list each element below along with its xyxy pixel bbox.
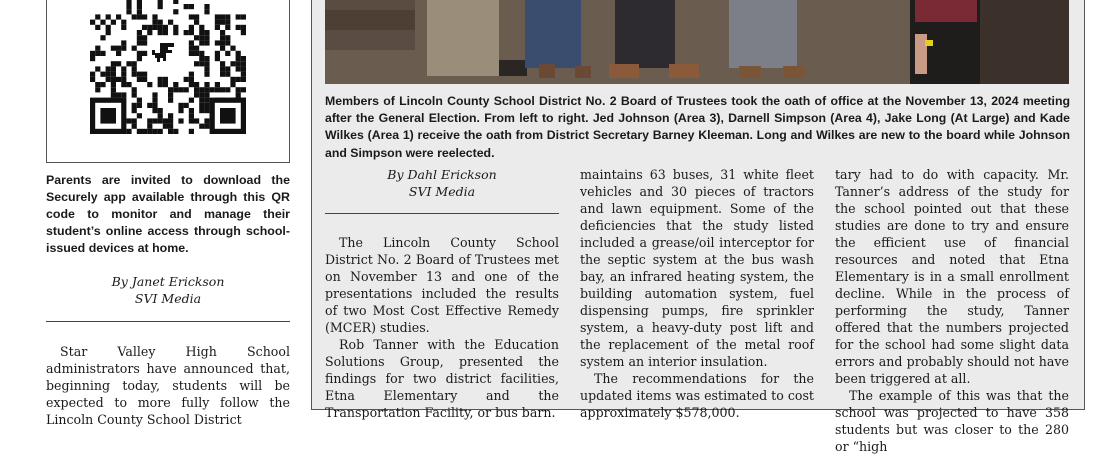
article-paragraph: The example of this was that the school was projected to have 358 students but was closer to the 280 or “high <box>835 388 1069 454</box>
byline-outlet: SVI Media <box>134 291 202 306</box>
photo-caption: Members of Lincoln County School District No. 2 Board of Trustees took the oath of office at the November 13, 2024 meeting after the General Election. From left to right. Jed Johnson (Area 3), Darnell Simpson (Area 4), Jake Long (At Large) and Kade Wilkes (Area 1) receive the oath from District Secretary Barney Kleeman. Long and Wilkes are new to the board while Johnson and Simpson were reelected. <box>325 94 1070 160</box>
byline-author: By Janet Erickson <box>111 274 225 289</box>
left-byline <box>46 273 290 307</box>
article-paragraph: Rob Tanner with the Education Solutions Group, presented the findings for two district facilities, Etna Elementary and the Transportation Facility, or bus barn. <box>325 337 559 420</box>
article-byline <box>325 166 559 200</box>
divider <box>46 321 290 322</box>
article-column-1 <box>325 166 559 200</box>
photo-scene <box>325 0 1069 84</box>
article-paragraph: tary had to do with capacity. Mr. Tanner’s address of the study for the school pointed out that these studies are done to try and ensure the efficient use of financial resources and noted that Etna Elementary is in a small enrollment decline. While in the process of performing the study, Tanner offered that the numbers projected for the school had some slight data errors and probably should not have been triggered at all. <box>835 167 1069 386</box>
byline-outlet: SVI Media <box>408 184 476 199</box>
article-paragraph: Star Valley High School administrators have announced that, beginning today, students will be expected to more fully follow the Lincoln County School District <box>46 344 290 427</box>
qr-caption: Parents are invited to download the Securely app available through this QR code to monitor and manage their student’s online access through school-issued devices at home. <box>46 173 290 255</box>
byline-author: By Dahl Erickson <box>387 167 497 182</box>
qr-code-icon <box>90 0 248 150</box>
qr-code-box <box>46 0 290 163</box>
divider <box>325 213 559 214</box>
article-paragraph: The recommendations for the updated items was estimated to cost approximately $578,000. <box>580 371 814 420</box>
trustees-photo <box>325 0 1069 84</box>
article-paragraph: The Lincoln County School District No. 2 Board of Trustees met on November 13 and one of the presentations included the results of two Most Cost Effective Remedy (MCER) studies. <box>325 235 559 335</box>
article-column-1-body <box>325 234 559 421</box>
article-column-3 <box>835 166 1069 455</box>
left-column <box>46 0 290 427</box>
left-article-body <box>46 343 290 428</box>
article-paragraph: maintains 63 buses, 31 white fleet vehicles and 30 pieces of tractors and lawn equipment. Some of the deficiencies that the study listed included a grease/oil interceptor for the septic system at the bus wash bay, an infrared heating system, the building automation system, fuel dispensing pumps, fire sprinkler system, a heavy-duty post lift and the replacement of the metal roof system an interior insulation. <box>580 167 814 369</box>
article-column-2 <box>580 166 814 421</box>
